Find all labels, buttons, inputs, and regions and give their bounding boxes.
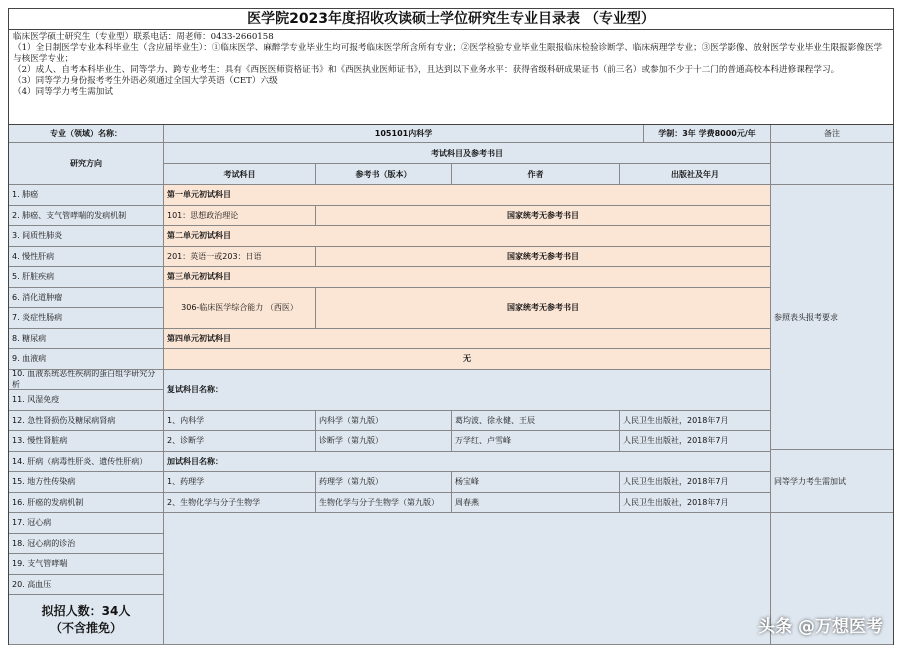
extra-author: 周春燕 [452, 493, 620, 514]
direction-item: 5. 肝脏疾病 [9, 267, 164, 288]
note-2: （2）成人、自考本科毕业生、同等学力、跨专业考生：具有《西医医师资格证书》和《西医执业医师证书》，且达到以下业务水平：获得省级科研成果证书（前三名）或参加不少于十二门的普通高校本科进修课程学习。 [13, 65, 840, 75]
remarks-header: 备注 [771, 125, 893, 143]
col-author: 作者 [452, 164, 620, 185]
note-1: （1）全日制医学专业本科毕业生（含应届毕业生）：①临床医学、麻醉学专业毕业生均可报考临床医学所含所有专业；②医学检验专业毕业生限报临床检验诊断学、临床病理学专业；③医学影像、放射医学专业毕业生限报影像医学与核医学专业； [13, 43, 883, 64]
blank-area [164, 513, 771, 645]
direction-item: 17. 冠心病 [9, 513, 164, 534]
direction-item: 10. 血液系统恶性疾病的蛋白组学研究分析 [9, 370, 164, 391]
direction-item: 9. 血液病 [9, 349, 164, 370]
unit2-label: 第二单元初试科目 [164, 226, 771, 247]
retest-subject: 1、内科学 [164, 411, 316, 432]
note-4: （4）同等学力考生需加试 [13, 87, 113, 97]
direction-item: 12. 急性肾损伤及糖尿病肾病 [9, 411, 164, 432]
retest-publisher: 人民卫生出版社，2018年7月 [620, 431, 771, 452]
direction-item: 16. 肝癌的发病机制 [9, 493, 164, 514]
page-title: 医学院2023年度招收攻读硕士学位研究生专业目录表 （专业型） [9, 9, 893, 30]
recruit-count [9, 595, 164, 645]
retest-label: 复试科目名称： [164, 370, 771, 411]
remarks-second: 同等学力考生需加试 [771, 450, 893, 513]
major-value: 105101内科学 [164, 125, 644, 143]
direction-item: 15. 地方性传染病 [9, 472, 164, 493]
remarks-header-blank [771, 143, 893, 185]
exam-books-header: 考试科目及参考书目 [164, 143, 771, 164]
unit3-subject: 306-临床医学综合能力 （西医） [164, 288, 316, 329]
direction-item: 13. 慢性肾脏病 [9, 431, 164, 452]
retest-publisher: 人民卫生出版社，2018年7月 [620, 411, 771, 432]
note-3: （3）同等学力身份报考考生外语必须通过全国大学英语（CET）六级 [13, 76, 278, 86]
retest-book: 诊断学（第九版） [316, 431, 452, 452]
retest-author: 万学红、卢雪峰 [452, 431, 620, 452]
extra-book: 药理学（第九版） [316, 472, 452, 493]
catalog-sheet [8, 8, 894, 645]
recruit-exclusion-text: （不含推免） [49, 620, 122, 635]
direction-item: 1. 肺癌 [9, 185, 164, 206]
extra-subject: 1、药理学 [164, 472, 316, 493]
col-subject: 考试科目 [164, 164, 316, 185]
note-contact: 临床医学硕士研究生（专业型）联系电话：周老师：0433-2660158 [13, 32, 274, 42]
extra-publisher: 人民卫生出版社，2018年7月 [620, 472, 771, 493]
duration: 学制：3年 学费8000元/年 [644, 125, 771, 143]
col-publisher: 出版社及年月 [620, 164, 771, 185]
direction-item: 7. 炎症性肠病 [9, 308, 164, 329]
admission-notes [9, 30, 893, 125]
direction-item: 6. 消化道肿瘤 [9, 288, 164, 309]
research-direction-header: 研究方向 [9, 143, 164, 185]
retest-book: 内科学（第九版） [316, 411, 452, 432]
direction-item: 3. 间质性肺炎 [9, 226, 164, 247]
extra-label: 加试科目名称： [164, 452, 771, 473]
direction-item: 14. 肝病（病毒性肝炎、遗传性肝病） [9, 452, 164, 473]
unit3-books: 国家统考无参考书目 [316, 288, 771, 329]
unit1-books: 国家统考无参考书目 [316, 206, 771, 227]
retest-subject: 2、诊断学 [164, 431, 316, 452]
direction-item: 4. 慢性肝病 [9, 247, 164, 268]
remarks-first: 参照表头报考要求 [771, 185, 893, 450]
recruit-count-text: 拟招人数：34人 [41, 603, 131, 618]
direction-item: 11. 风湿免疫 [9, 390, 164, 411]
unit4-label: 第四单元初试科目 [164, 329, 771, 350]
extra-subject: 2、生物化学与分子生物学 [164, 493, 316, 514]
direction-item: 19. 支气管哮喘 [9, 554, 164, 575]
direction-item: 20. 高血压 [9, 575, 164, 596]
retest-author: 葛均波、徐永健、王辰 [452, 411, 620, 432]
direction-item: 18. 冠心病的诊治 [9, 534, 164, 555]
unit1-label: 第一单元初试科目 [164, 185, 771, 206]
unit2-subject: 201：英语一或203：日语 [164, 247, 316, 268]
unit4-value: 无 [164, 349, 771, 370]
extra-author: 杨宝峰 [452, 472, 620, 493]
major-label: 专业（领域）名称： [9, 125, 164, 143]
extra-publisher: 人民卫生出版社，2018年7月 [620, 493, 771, 514]
unit3-label: 第三单元初试科目 [164, 267, 771, 288]
extra-book: 生物化学与分子生物学（第九版） [316, 493, 452, 514]
direction-item: 8. 糖尿病 [9, 329, 164, 350]
unit1-subject: 101：思想政治理论 [164, 206, 316, 227]
direction-item: 2. 肺癌、支气管哮喘的发病机制 [9, 206, 164, 227]
unit2-books: 国家统考无参考书目 [316, 247, 771, 268]
col-book: 参考书（版本） [316, 164, 452, 185]
watermark: 头条 @万想医考 [758, 617, 883, 637]
